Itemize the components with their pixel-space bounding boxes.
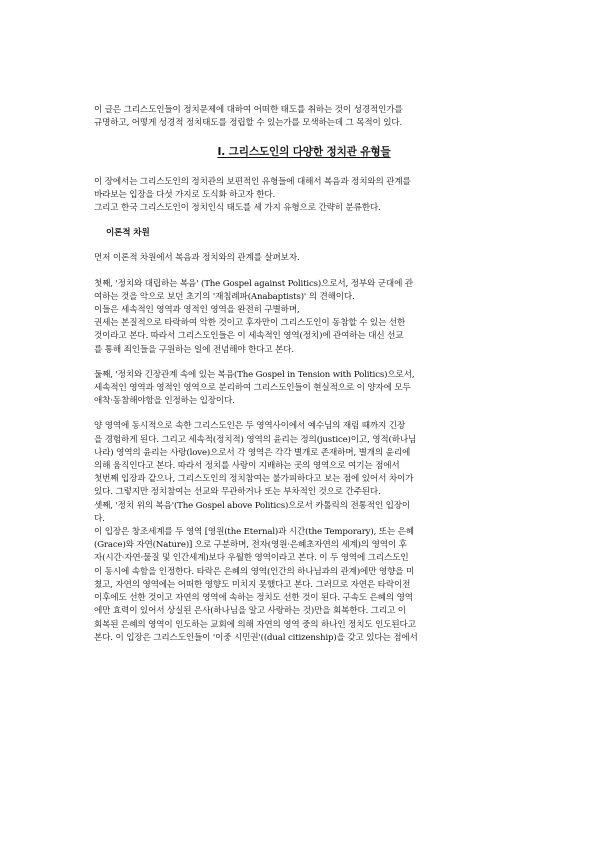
paragraph: [86, 317, 506, 357]
text-line: 양 영역에 동시적으로 속한 그리스도인은 두 영역사이에서 예수님의 재림 때까지 긴장: [94, 421, 406, 432]
paragraph: [86, 420, 506, 499]
text-line: 첫번째 입장과 같으나, 그리스도인의 정치참여는 불가피하다고 보는 점에 있어서 차이가: [94, 474, 414, 485]
text-line: 첫째, '정치와 대립하는 복음' (The Gospel against Politics)으로서, 정부와 군대에 관: [94, 278, 413, 289]
text-line: 여하는 것을 악으로 보던 초기의 '재침례파(Anabaptists)' 의 견해이다.: [94, 291, 355, 302]
text-line: 애착·동참해야함을 인정하는 입장이다.: [94, 396, 235, 407]
text-line: 세속적인 영역과 영적인 영역으로 분리하여 그리스도인들이 현실적으로 이 양자에 모두: [94, 383, 411, 394]
text-line: 그리고 한국 그리스도인이 정치인식 태도를 세 가지 유형으로 간략히 분류한다.: [94, 203, 381, 214]
paragraph-second-type: [86, 369, 506, 409]
paragraph: [86, 176, 506, 202]
text-line: 이 동시에 속함을 인정한다. 타락은 은혜의 영역(인간의 하나님과의 관계)에만 영향을 미: [94, 566, 415, 577]
text-line: 쳤고, 자연의 영역에는 어떠한 영향도 미치지 못했다고 본다. 그러므로 자연은 타락이전: [94, 579, 411, 590]
text-line: 회복된 은혜의 영역이 인도하는 교회에 의해 자연의 영역 중의 하나인 정치도 인도된다고: [94, 619, 416, 630]
paragraph-first-type: [86, 278, 506, 304]
text-line: 이들은 세속적인 영역과 영적인 영역을 완전히 구별하며,: [94, 305, 300, 316]
paragraph: [86, 304, 506, 317]
text-line: 이후에도 선한 것이고 자연의 영역에 속하는 정치도 선한 것이 된다. 구속도 은혜의 영역: [94, 593, 413, 604]
text-line: 규명하고, 어떻게 성경적 정치태도를 정립할 수 있는가를 모색하는데 그 목적이 있다.: [94, 118, 403, 129]
text-line: 본다. 이 입장은 그리스도인들이 '이중 시민권'((dual citizenship)을 갖고 있다는 점에서: [94, 632, 418, 643]
text-line: 에만 효력이 있어서 상실된 은사(하나님을 알고 사랑하는 것)만을 회복한다. 그리고 이: [94, 606, 406, 617]
text-line: (Grace)와 자연(Nature)] 으로 구분하며, 전자(영원·은혜초자연의 세계)의 영역이 후: [94, 540, 407, 551]
document-body: [86, 104, 506, 645]
text-line: 나라) 영역의 윤리는 사랑(love)으로서 각 영역은 각각 별개로 존재하며, 별개의 윤리에: [94, 447, 411, 458]
text-line: 이 글은 그리스도인들이 정치문제에 대하여 어떠한 태도를 취하는 것이 성경적인가를: [94, 105, 403, 115]
text-line: 를 통해 죄인들을 구원하는 일에 전념해야 한다고 본다.: [94, 344, 294, 355]
paragraph: [86, 526, 506, 645]
text-line: 먼저 이론적 차원에서 복음과 정치와의 관계를 살펴보자.: [94, 253, 300, 264]
text-line: 바라보는 입장을 다섯 가지로 도식화 하고자 한다.: [94, 189, 276, 200]
paragraph-third-type: [86, 500, 506, 526]
text-line: 셋째, '정치 위의 복음'(The Gospel above Politics)으로서 카톨릭의 전통적인 입장이: [94, 500, 411, 511]
text-line: 의해 움직인다고 본다. 따라서 정치를 사랑이 지배하는 곳의 영역으로 여기는 점에서: [94, 461, 400, 472]
text-line: 권세는 본질적으로 타락하여 악한 것이고 후자만이 그리스도인이 동참할 수 있는 선한: [94, 318, 406, 329]
subheading: 이론적 차원: [106, 228, 150, 239]
text-line: 다.: [94, 513, 105, 524]
text-line: 이 장에서는 그리스도인의 정치관의 보편적인 유형들에 대해서 복음과 정치와의 관계를: [94, 176, 411, 187]
text-line: 이 입장은 창조세계를 두 영역 [영원(the Eternal)과 시간(the Temporary), 또는 은혜: [94, 527, 414, 538]
intro-paragraph: [86, 104, 506, 130]
text-line: 둘째, '정치와 긴장관계 속에 있는 복음(The Gospel in Tension with Politics)으로서,: [94, 369, 415, 380]
section-heading: Ⅰ. 그리스도인의 다양한 정치관 유형들: [217, 146, 391, 159]
text-line: 있다. 그렇지만 정치참여는 선교와 무관하거나 또는 부차적인 것으로 간주된다.: [94, 487, 381, 498]
text-line: 을 경험하게 된다. 그리고 세속적(정치적) 영역의 윤리는 정의(justice)이고, 영적(하나님: [94, 434, 417, 445]
paragraph: [86, 252, 506, 265]
paragraph: [86, 202, 506, 215]
text-line: 자(시간·자연·물질 및 인간세계)보다 우월한 영역이라고 본다. 이 두 영역에 그리스도인: [94, 553, 409, 564]
text-line: 것이라고 본다. 따라서 그리스도인들은 이 세속적인 영역(정치)에 관여하는 대신 선교: [94, 331, 404, 342]
